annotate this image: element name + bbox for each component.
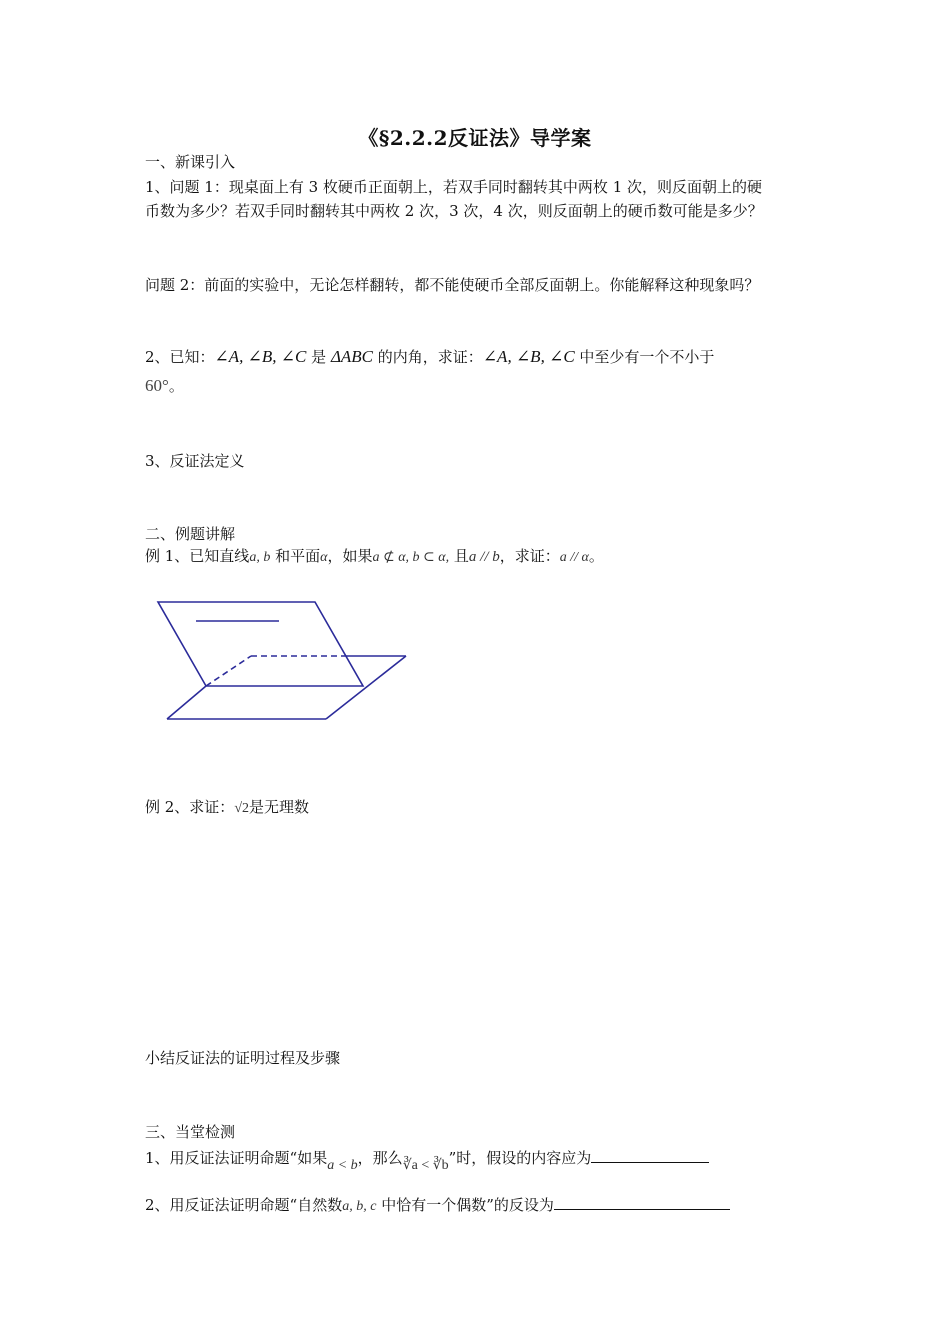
problem-1-line-2: 币数为多少？若双手同时翻转其中两枚 2 次，3 次，4 次，则反面朝上的硬币数可能是多少？ <box>145 202 763 220</box>
check-1-conclusion: ∛a < ∛b <box>402 1158 449 1173</box>
check-1-then: ，那么 <box>357 1149 403 1167</box>
section-heading-check: 三、当堂检测 <box>145 1123 236 1141</box>
problem-2: 问题 2：前面的实验中，无论怎样翻转，都不能使硬币全部反面朝上。你能解释这种现象吗？ <box>145 276 760 294</box>
example-1-parallel: a // b <box>468 549 500 565</box>
upper-plane <box>158 602 363 686</box>
check-1-suffix: ”时，假设的内容应为 <box>448 1149 592 1167</box>
problem-angles-prefix: 2、已知： <box>145 348 215 366</box>
problem-angles-suffix: 中至少有一个不小于 <box>574 348 715 366</box>
example-2-prefix: 例 2、求证： <box>145 798 235 816</box>
sqrt-two: √2 <box>234 801 249 816</box>
angles-expression: ∠A, ∠B, ∠C <box>214 347 307 366</box>
example-2-suffix: 是无理数 <box>249 798 310 816</box>
problem-angles-end: 。 <box>168 377 184 395</box>
figure-lines <box>158 602 406 719</box>
problem-angles <box>145 344 714 370</box>
example-1-condition: a ⊄ α, b ⊂ α, <box>372 550 450 565</box>
lower-plane-left <box>167 686 206 719</box>
plane-alpha: α <box>320 550 328 565</box>
section-heading-examples: 二、例题讲解 <box>145 525 236 543</box>
problem-1-line-1: 1、问题 1：现桌面上有 3 枚硬币正面朝上，若双手同时翻转其中两枚 1 次，则反面朝上的硬 <box>145 178 763 196</box>
lines-ab: a, b <box>249 550 271 565</box>
check-1-condition: a < b <box>327 1158 358 1173</box>
problem-3: 3、反证法定义 <box>145 452 245 470</box>
example-1-and: 且 <box>449 547 469 565</box>
page-title: 《§2.2.2反证法》导学案 <box>358 126 592 150</box>
two-planes-figure <box>155 596 415 726</box>
check-2-prefix: 2、用反证法证明命题“自然数 <box>145 1196 343 1214</box>
example-1-goal: a // α <box>559 550 589 565</box>
problem-angles-mid: 的内角，求证： <box>373 348 483 366</box>
example-2 <box>145 794 309 822</box>
problem-angles-is: 是 <box>306 348 331 366</box>
lower-plane-back-hidden <box>206 656 251 686</box>
example-1-if: ，如果 <box>327 547 373 565</box>
check-1-prefix: 1、用反证法证明命题“如果 <box>145 1149 328 1167</box>
answer-blank-2[interactable] <box>554 1195 730 1210</box>
example-1-end: 。 <box>588 547 604 565</box>
summary: 小结反证法的证明过程及步骤 <box>145 1049 341 1067</box>
example-1-plane: 和平面 <box>270 547 321 565</box>
triangle-expression: ΔABC <box>330 347 374 366</box>
example-1-prove: ，求证： <box>499 547 560 565</box>
section-heading-intro: 一、新课引入 <box>145 153 236 171</box>
check-question-1 <box>145 1145 709 1173</box>
sixty-degrees: 60° <box>145 376 169 395</box>
check-question-2 <box>145 1192 730 1220</box>
check-2-vars: a, b, c <box>342 1199 377 1214</box>
check-2-suffix: 中恰有一个偶数”的反设为 <box>376 1196 554 1214</box>
angles-expression-2: ∠A, ∠B, ∠C <box>482 347 575 366</box>
problem-angles-line-2 <box>145 373 184 399</box>
lower-plane-right <box>326 656 406 719</box>
example-1-prefix: 例 1、已知直线 <box>145 547 250 565</box>
example-1 <box>145 543 604 571</box>
answer-blank-1[interactable] <box>591 1148 709 1163</box>
